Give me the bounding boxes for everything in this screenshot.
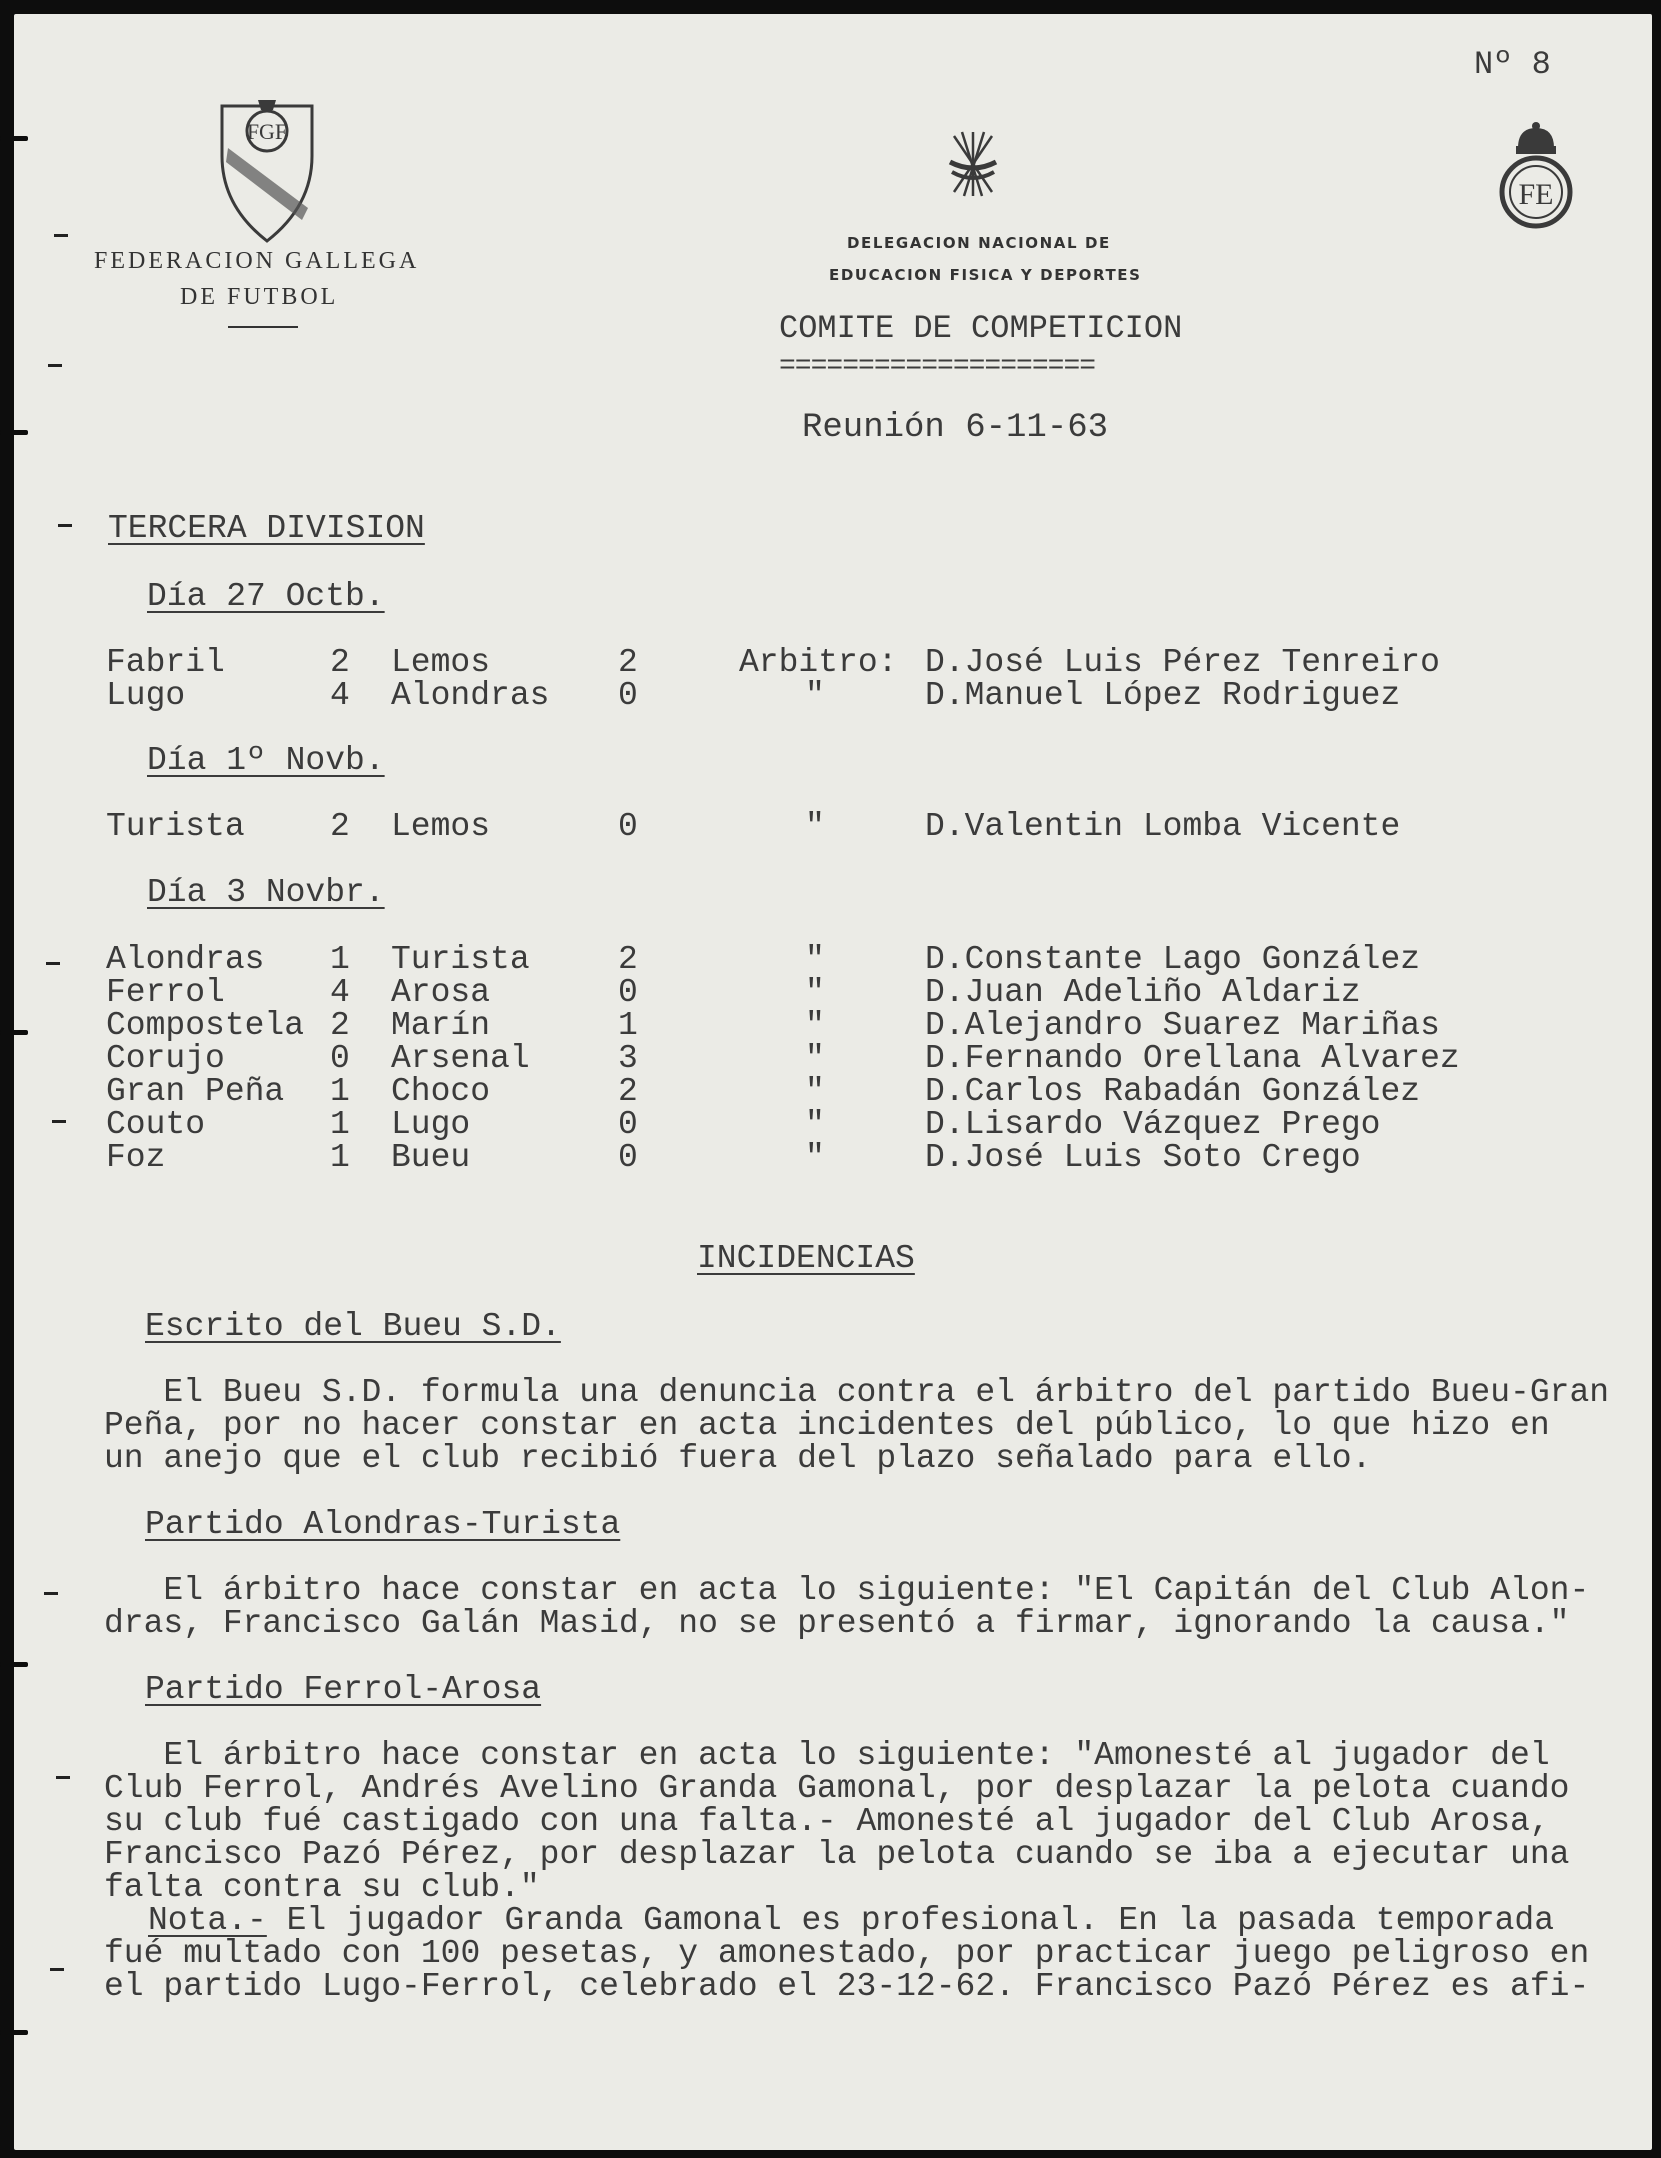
referee-name: D.Carlos Rabadán González xyxy=(925,1073,1421,1110)
royal-federation-crest-icon xyxy=(1496,120,1576,232)
away-team: Marín xyxy=(391,1007,491,1044)
paragraph-line: Francisco Pazó Pérez, por desplazar la pelota cuando se iba a ejecutar una xyxy=(104,1836,1570,1873)
referee-label: " xyxy=(805,1007,825,1044)
away-team: Arsenal xyxy=(391,1040,530,1077)
incidencias-heading: INCIDENCIAS xyxy=(697,1240,915,1277)
home-score: 2 xyxy=(330,808,350,845)
day-heading: Día 27 Octb. xyxy=(147,578,385,615)
home-score: 1 xyxy=(330,1139,350,1176)
paragraph-line: fué multado con 100 pesetas, y amonestado, por practicar juego peligroso en xyxy=(104,1935,1590,1972)
paragraph-line: un anejo que el club recibió fuera del plazo señalado para ello. xyxy=(104,1440,1372,1477)
referee-name: D.José Luis Soto Crego xyxy=(925,1139,1361,1176)
binder-mark xyxy=(0,430,28,435)
section-heading: Partido Ferrol-Arosa xyxy=(145,1671,542,1708)
svg-text:FGF: FGF xyxy=(246,119,288,144)
referee-label: " xyxy=(805,1073,825,1110)
match-row xyxy=(0,1141,1660,1174)
section-heading: Partido Alondras-Turista xyxy=(145,1506,621,1543)
away-score: 0 xyxy=(618,808,638,845)
match-row xyxy=(0,976,1660,1009)
referee-label: " xyxy=(805,808,825,845)
match-row xyxy=(0,1042,1660,1075)
paragraph-line: falta contra su club." xyxy=(104,1869,540,1906)
day-heading: Día 1º Novb. xyxy=(147,742,385,779)
home-score: 1 xyxy=(330,941,350,978)
home-score: 1 xyxy=(330,1106,350,1143)
away-team: Lemos xyxy=(391,808,491,845)
margin-mark xyxy=(54,234,68,237)
federation-name-line1: FEDERACION GALLEGA xyxy=(94,248,420,274)
referee-name: D.Juan Adeliño Aldariz xyxy=(925,974,1361,1011)
referee-label: " xyxy=(805,677,825,714)
paragraph-line: su club fué castigado con una falta.- Amonesté al jugador del Club Arosa, xyxy=(104,1803,1550,1840)
away-score: 2 xyxy=(618,941,638,978)
svg-text:FE: FE xyxy=(1518,178,1554,211)
division-heading: TERCERA DIVISION xyxy=(108,510,425,547)
referee-label: " xyxy=(805,974,825,1011)
referee-label: " xyxy=(805,941,825,978)
yoke-and-arrows-icon xyxy=(944,128,1002,200)
away-score: 0 xyxy=(618,1106,638,1143)
referee-label: " xyxy=(805,1040,825,1077)
away-team: Bueu xyxy=(391,1139,471,1176)
match-row xyxy=(0,943,1660,976)
nota-text: El jugador Granda Gamonal es profesional. En la pasada temporada xyxy=(266,1902,1555,1939)
federation-shield-icon xyxy=(218,96,316,246)
home-team: Turista xyxy=(106,808,245,845)
match-row xyxy=(0,646,1660,679)
home-team: Gran Peña xyxy=(106,1073,285,1110)
referee-label: Arbitro: xyxy=(739,644,898,681)
paragraph-line: Peña, por no hacer constar en acta incidentes del público, lo que hizo en xyxy=(104,1407,1550,1444)
home-score: 0 xyxy=(330,1040,350,1077)
referee-name: D.Alejandro Suarez Mariñas xyxy=(925,1007,1440,1044)
match-row xyxy=(0,1009,1660,1042)
home-score: 2 xyxy=(330,644,350,681)
committee-title: COMITE DE COMPETICION xyxy=(779,310,1183,347)
home-team: Compostela xyxy=(106,1007,305,1044)
paragraph-line: el partido Lugo-Ferrol, celebrado el 23-12-62. Francisco Pazó Pérez es afi- xyxy=(104,1968,1590,2005)
away-score: 1 xyxy=(618,1007,638,1044)
away-score: 0 xyxy=(618,974,638,1011)
away-score: 0 xyxy=(618,1139,638,1176)
federation-name-line2: DE FUTBOL xyxy=(180,284,339,310)
home-team: Lugo xyxy=(106,677,186,714)
home-score: 4 xyxy=(330,974,350,1011)
home-team: Fabril xyxy=(106,644,225,681)
document-number: Nº 8 xyxy=(1474,46,1551,83)
match-row xyxy=(0,1075,1660,1108)
binder-mark xyxy=(0,136,28,141)
delegation-line2: EDUCACION FISICA Y DEPORTES xyxy=(829,266,1142,284)
binder-mark xyxy=(0,2030,28,2035)
divider xyxy=(228,326,298,328)
meeting-date: Reunión 6-11-63 xyxy=(802,409,1109,447)
home-team: Alondras xyxy=(106,941,265,978)
paragraph-line: El árbitro hace constar en acta lo siguiente: "El Capitán del Club Alon- xyxy=(104,1572,1590,1609)
away-team: Arosa xyxy=(391,974,491,1011)
nota-label: Nota.- xyxy=(148,1902,267,1939)
delegation-line1: DELEGACION NACIONAL DE xyxy=(847,234,1111,252)
away-team: Lemos xyxy=(391,644,491,681)
referee-label: " xyxy=(805,1106,825,1143)
referee-name: D.Manuel López Rodriguez xyxy=(925,677,1401,714)
section-heading: Escrito del Bueu S.D. xyxy=(145,1308,561,1345)
referee-label: " xyxy=(805,1139,825,1176)
paragraph-line: El árbitro hace constar en acta lo siguiente: "Amonesté al jugador del xyxy=(104,1737,1550,1774)
paragraph-line: Club Ferrol, Andrés Avelino Granda Gamonal, por desplazar la pelota cuando xyxy=(104,1770,1570,1807)
margin-mark xyxy=(56,1776,70,1779)
away-score: 0 xyxy=(618,677,638,714)
away-team: Turista xyxy=(391,941,530,978)
day-heading: Día 3 Novbr. xyxy=(147,874,385,911)
referee-name: D.Valentin Lomba Vicente xyxy=(925,808,1401,845)
margin-mark xyxy=(50,1968,64,1971)
home-team: Ferrol xyxy=(106,974,225,1011)
committee-title-rule: ==================== xyxy=(779,351,1096,382)
margin-mark xyxy=(48,364,62,367)
margin-mark xyxy=(58,524,72,527)
referee-name: D.Fernando Orellana Alvarez xyxy=(925,1040,1460,1077)
away-score: 3 xyxy=(618,1040,638,1077)
home-team: Couto xyxy=(106,1106,206,1143)
away-score: 2 xyxy=(618,1073,638,1110)
nota-line xyxy=(104,1904,1554,1937)
home-score: 2 xyxy=(330,1007,350,1044)
away-team: Choco xyxy=(391,1073,491,1110)
home-team: Corujo xyxy=(106,1040,225,1077)
paragraph-line: dras, Francisco Galán Masid, no se presentó a firmar, ignorando la causa." xyxy=(104,1605,1570,1642)
margin-mark xyxy=(44,1592,58,1595)
match-row xyxy=(0,810,1660,843)
binder-mark xyxy=(0,1662,28,1667)
home-team: Foz xyxy=(106,1139,166,1176)
away-score: 2 xyxy=(618,644,638,681)
referee-name: D.Constante Lago González xyxy=(925,941,1421,978)
away-team: Alondras xyxy=(391,677,550,714)
referee-name: D.Lisardo Vázquez Prego xyxy=(925,1106,1381,1143)
match-row xyxy=(0,1108,1660,1141)
away-team: Lugo xyxy=(391,1106,471,1143)
match-row xyxy=(0,679,1660,712)
home-score: 4 xyxy=(330,677,350,714)
home-score: 1 xyxy=(330,1073,350,1110)
referee-name: D.José Luis Pérez Tenreiro xyxy=(925,644,1440,681)
paragraph-line: El Bueu S.D. formula una denuncia contra el árbitro del partido Bueu-Gran xyxy=(104,1374,1610,1411)
